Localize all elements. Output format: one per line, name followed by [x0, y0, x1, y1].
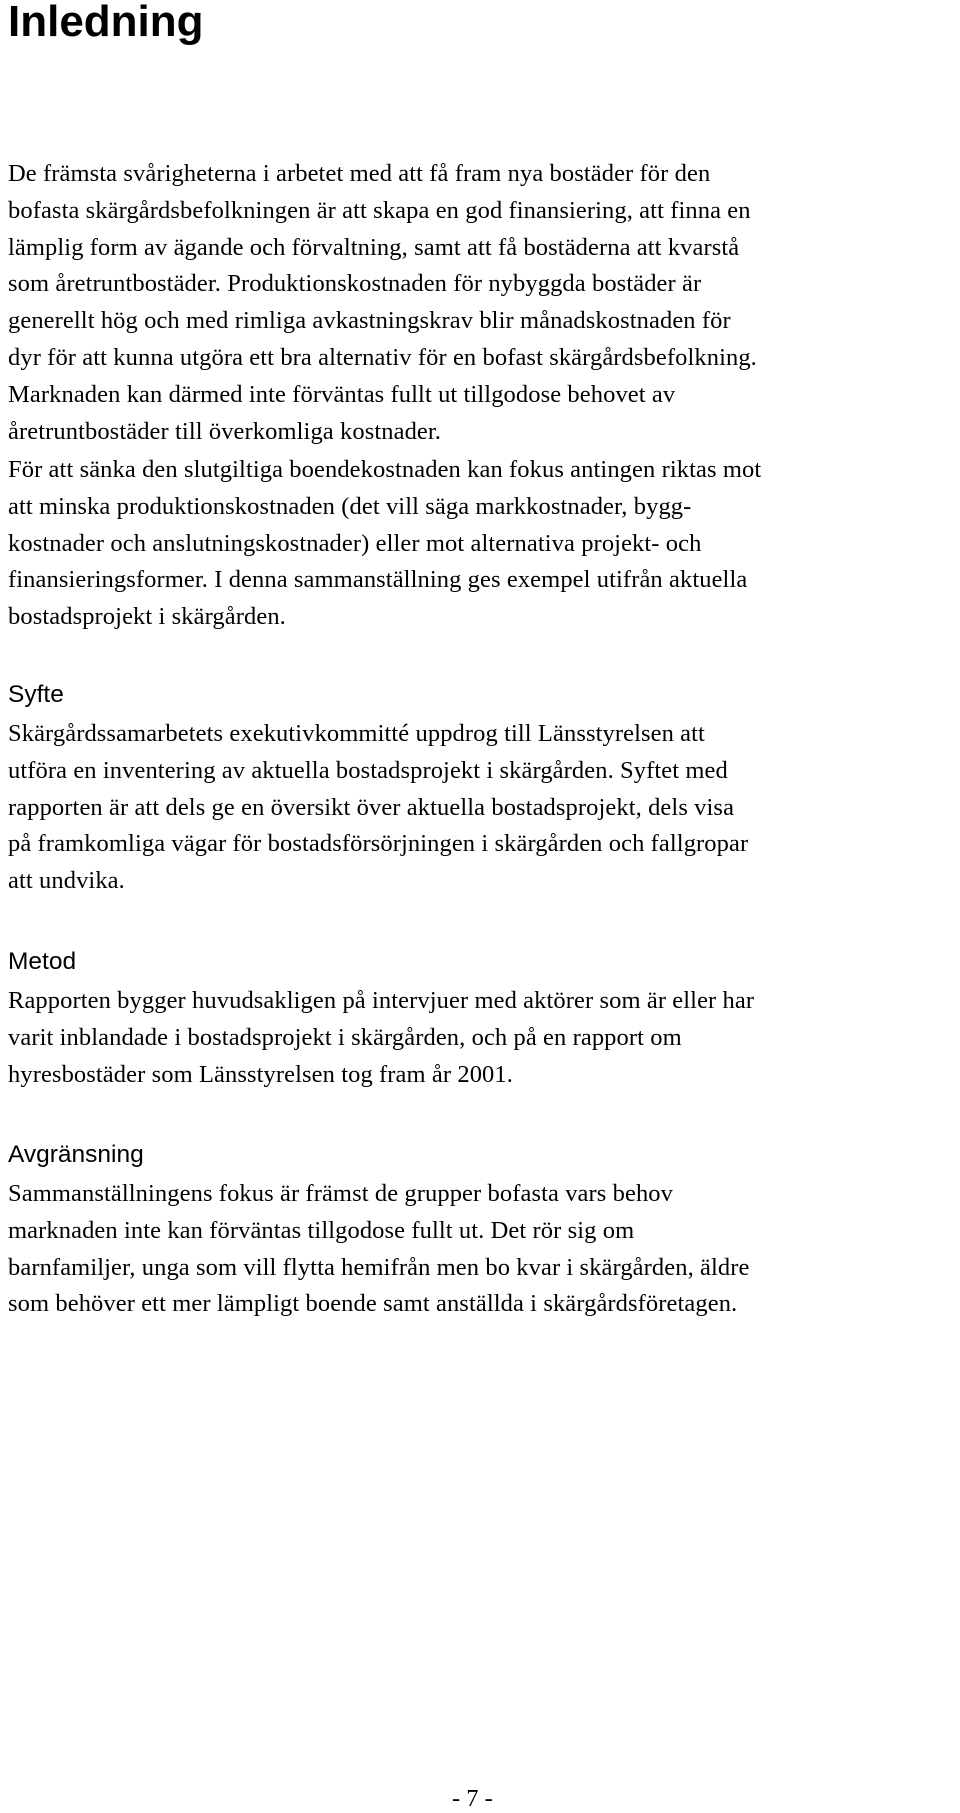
text-line: utföra en inventering av aktuella bostadsprojekt i skärgården. Syftet med: [8, 756, 728, 784]
text-line: bostadsprojekt i skärgården.: [8, 603, 286, 631]
text-line: barnfamiljer, unga som vill flytta hemifrån men bo kvar i skärgården, äldre: [8, 1253, 750, 1281]
text-line: dyr för att kunna utgöra ett bra alternativ för en bofast skärgårdsbefolkning.: [8, 343, 757, 371]
page-title: Inledning: [8, 0, 204, 46]
text-line: De främsta svårigheterna i arbetet med att få fram nya bostäder för den: [8, 160, 711, 187]
text-line: För att sänka den slutgiltiga boendekostnaden kan fokus antingen riktas mot: [8, 456, 762, 483]
section-paragraph-metod: [8, 983, 958, 1093]
text-line: lämplig form av ägande och förvaltning, samt att få bostäderna att kvarstå: [8, 233, 740, 261]
page-number: - 7 -: [452, 1785, 493, 1812]
text-line: Rapporten bygger huvudsakligen på intervjuer med aktörer som är eller har: [8, 987, 755, 1014]
text-line: varit inblandade i bostadsprojekt i skärgården, och på en rapport om: [8, 1023, 682, 1051]
section-heading-avgransning: Avgränsning: [8, 1141, 144, 1168]
section-paragraph-syfte: [8, 716, 958, 900]
text-line: Marknaden kan därmed inte förväntas fullt ut tillgodose behovet av: [8, 380, 676, 408]
text-line: Skärgårdssamarbetets exekutivkommitté uppdrog till Länsstyrelsen att: [8, 720, 705, 747]
text-line: som behöver ett mer lämpligt boende samt anställda i skärgårdsföretagen.: [8, 1290, 738, 1318]
text-line: åretruntbostäder till överkomliga kostnader.: [8, 417, 442, 445]
text-line: som åretruntbostäder. Produktionskostnaden för nybyggda bostäder är: [8, 270, 702, 298]
section-heading-syfte: Syfte: [8, 681, 64, 708]
intro-paragraph-2: [8, 452, 958, 636]
text-line: generellt hög och med rimliga avkastningskrav blir månadskostnaden för: [8, 307, 731, 335]
text-line: på framkomliga vägar för bostadsförsörjningen i skärgården och fallgropar: [8, 830, 749, 858]
text-line: bofasta skärgårdsbefolkningen är att skapa en god finansiering, att finna en: [8, 196, 751, 224]
text-line: hyresbostäder som Länsstyrelsen tog fram år 2001.: [8, 1060, 513, 1088]
text-line: Sammanställningens fokus är främst de grupper bofasta vars behov: [8, 1180, 674, 1207]
section-paragraph-avgransning: [8, 1176, 958, 1323]
text-line: kostnader och anslutningskostnader) eller mot alternativa projekt- och: [8, 529, 702, 557]
text-line: att minska produktionskostnaden (det vill säga markkostnader, bygg-: [8, 492, 692, 520]
text-line: finansieringsformer. I denna sammanställning ges exempel utifrån aktuella: [8, 566, 748, 594]
text-line: att undvika.: [8, 867, 125, 895]
text-line: marknaden inte kan förväntas tillgodose fullt ut. Det rör sig om: [8, 1216, 635, 1244]
section-heading-metod: Metod: [8, 948, 77, 975]
intro-paragraph-1: [8, 156, 958, 450]
text-line: rapporten är att dels ge en översikt över aktuella bostadsprojekt, dels visa: [8, 793, 735, 821]
